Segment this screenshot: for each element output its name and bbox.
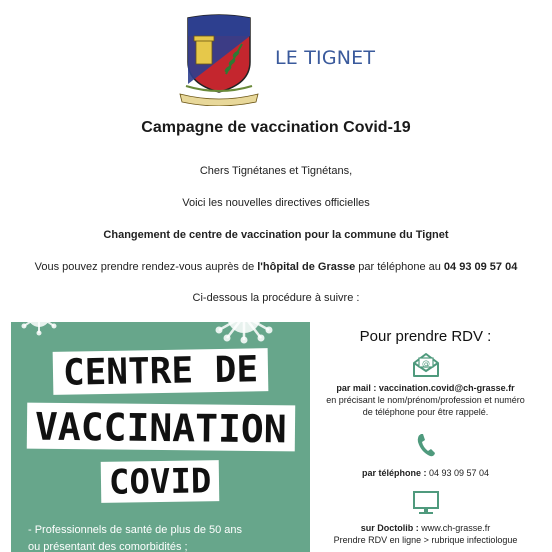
town-name: LE TIGNET bbox=[275, 47, 376, 69]
banner-line-2 bbox=[11, 404, 310, 450]
banner-line-1 bbox=[11, 350, 310, 393]
phone-icon bbox=[416, 432, 436, 458]
phone-label: par téléphone : bbox=[361, 468, 429, 478]
rdv-phone: 04 93 09 57 04 bbox=[443, 261, 518, 273]
svg-text:@: @ bbox=[421, 359, 430, 368]
doctolib-note: Prendre RDV en ligne > rubrique infectiologue bbox=[333, 535, 518, 545]
criteria-line-2: ou présentant des comorbidités ; bbox=[28, 541, 188, 552]
computer-icon bbox=[412, 490, 440, 516]
virus-icon bbox=[19, 322, 59, 336]
banner-line-3 bbox=[11, 461, 310, 502]
intro-text: Voici les nouvelles directives officielles bbox=[182, 197, 370, 209]
poster-left-panel bbox=[11, 322, 310, 552]
criteria-line-1: - Professionnels de santé de plus de 50 ans bbox=[28, 524, 243, 536]
mail-icon-wrap bbox=[310, 352, 541, 383]
phone-icon-wrap bbox=[310, 432, 541, 463]
mail-note-1: en précisant le nom/prénom/profession et numéro bbox=[326, 395, 525, 405]
rdv-prefix: Vous pouvez prendre rendez-vous auprès de bbox=[34, 261, 258, 273]
eligibility-criteria bbox=[28, 522, 242, 552]
greeting-text: Chers Tignétanes et Tignétans, bbox=[199, 165, 353, 177]
mail-icon bbox=[411, 352, 441, 378]
virus-icon bbox=[211, 322, 277, 344]
banner-line-2-text: VACCINATION bbox=[26, 403, 294, 452]
rdv-middle: par téléphone au bbox=[355, 261, 444, 273]
procedure-text: Ci-dessous la procédure à suivre : bbox=[192, 292, 360, 304]
header bbox=[0, 0, 552, 110]
phone-value[interactable]: 04 93 09 57 04 bbox=[428, 468, 490, 478]
rdv-place: l'hôpital de Grasse bbox=[257, 261, 356, 273]
center-change-text: Changement de centre de vaccination pour la commune du Tignet bbox=[103, 229, 449, 241]
rdv-text bbox=[0, 261, 552, 273]
vaccination-poster bbox=[11, 322, 541, 552]
banner-line-3-text: COVID bbox=[101, 460, 220, 503]
town-crest-icon bbox=[178, 14, 260, 106]
page-title: Campagne de vaccination Covid-19 bbox=[141, 119, 411, 136]
doctolib-info bbox=[310, 522, 541, 546]
banner-line-1-text: CENTRE DE bbox=[53, 348, 269, 395]
mail-note-2: de téléphone pour être rappelé. bbox=[362, 407, 489, 417]
mail-label: par mail : bbox=[336, 383, 379, 393]
mail-info bbox=[310, 382, 541, 418]
phone-info bbox=[310, 467, 541, 479]
poster-right-panel bbox=[310, 322, 541, 552]
mail-value[interactable]: vaccination.covid@ch-grasse.fr bbox=[378, 383, 515, 393]
computer-icon-wrap bbox=[310, 490, 541, 521]
rdv-title: Pour prendre RDV : bbox=[359, 328, 492, 345]
doctolib-value[interactable]: www.ch-grasse.fr bbox=[421, 523, 491, 533]
doctolib-label: sur Doctolib : bbox=[360, 523, 422, 533]
